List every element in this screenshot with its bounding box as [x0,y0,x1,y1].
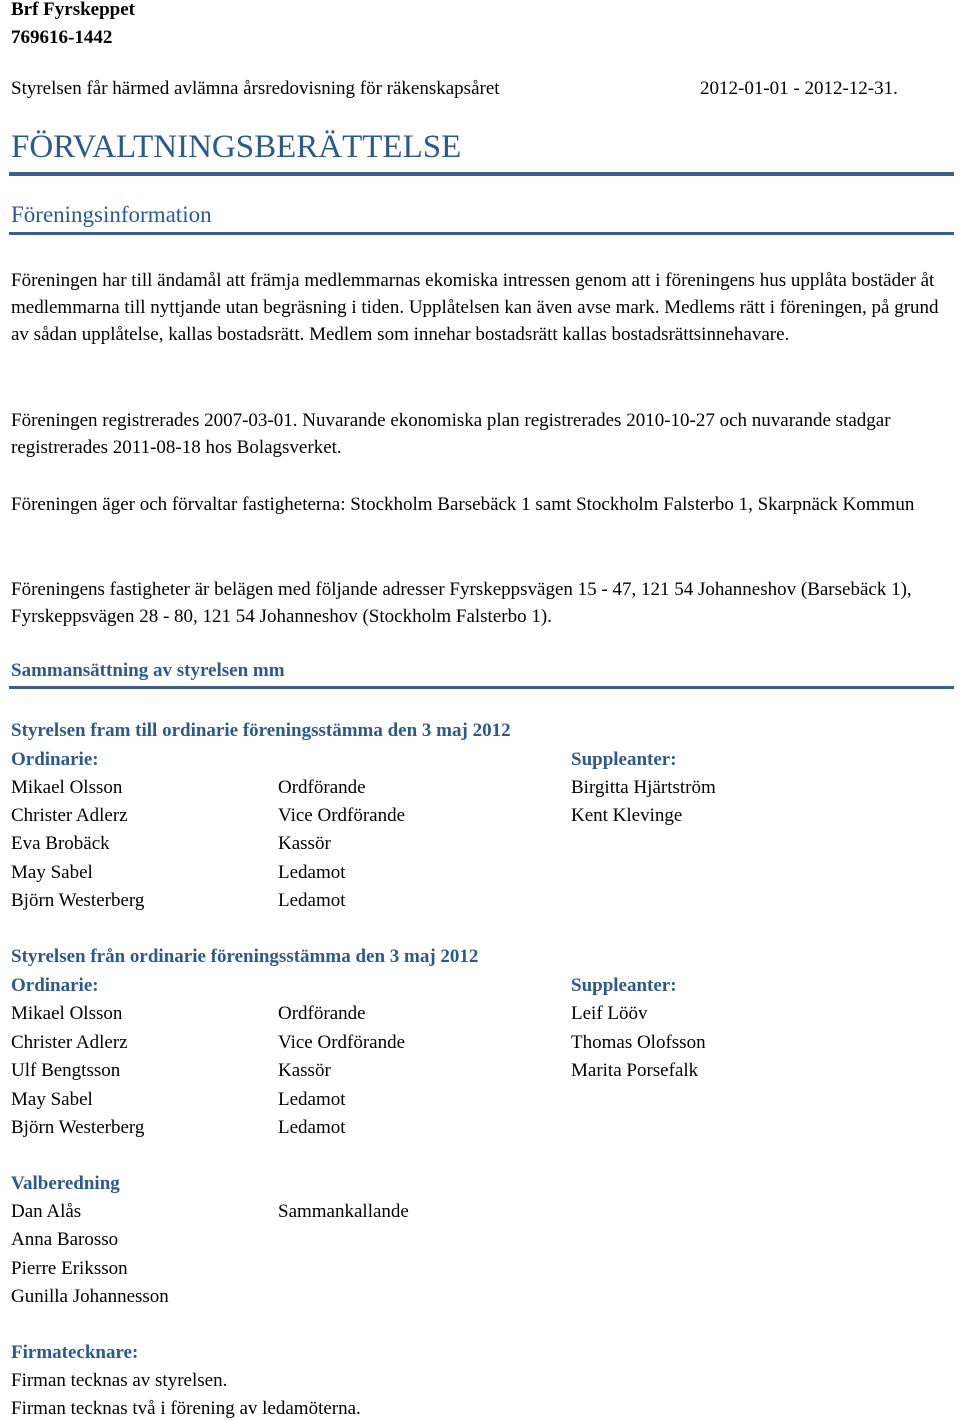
member-name: Dan Alås [11,1201,82,1222]
board-row [11,834,953,862]
member-role: Kassör [278,833,331,854]
deputy-name: Birgitta Hjärtström [571,777,716,798]
member-name: Björn Westerberg [11,1117,145,1138]
info-paragraph-4: Föreningens fastigheter är belägen med följande adresser Fyrskeppsvägen 15 - 47, 121 54 Johanneshov (Barsebäck 1), Fyrskeppsvägen 28 - 80, 121 54 Johanneshov (Stockholm Falsterbo 1). [11,579,912,627]
signatories-title: Firmatecknare: [11,1342,139,1363]
signatories-line: Firman tecknas av styrelsen. [11,1370,228,1391]
member-role: Ledamot [278,862,346,883]
board-before-title: Styrelsen fram till ordinarie föreningsstämma den 3 maj 2012 [11,720,511,741]
member-name: Christer Adlerz [11,1032,128,1053]
board-row [11,1118,953,1146]
member-role: Vice Ordförande [278,1032,406,1053]
info-paragraph-3: Föreningen äger och förvaltar fastigheterna: Stockholm Barsebäck 1 samt Stockholm Falsterbo 1, Skarpnäck Kommun [11,494,915,515]
member-name: Björn Westerberg [11,890,145,911]
deputy-name: Leif Lööv [571,1003,648,1024]
board-before-header [11,750,953,778]
member-name: Mikael Olsson [11,1003,123,1024]
member-name: Gunilla Johannesson [11,1286,169,1307]
deputy-label: Suppleanter: [571,975,677,996]
nomination-row [11,1287,953,1315]
board-row [11,778,953,806]
info-paragraph-2: Föreningen registrerades 2007-03-01. Nuvarande ekonomiska plan registrerades 2010-10-27 och nuvarande stadgar registrerades 2011-08-18 hos Bolagsverket. [11,410,891,458]
main-title-rule [9,172,954,176]
member-name: Eva Brobäck [11,833,110,854]
member-name: Anna Barosso [11,1229,119,1250]
member-role: Kassör [278,1060,331,1081]
main-title: FÖRVALTNINGSBERÄTTELSE [11,129,462,165]
member-role: Ordförande [278,777,366,798]
section-rule-info [9,232,954,235]
org-name: Brf Fyrskeppet [11,0,136,20]
member-name: Christer Adlerz [11,805,128,826]
org-number: 769616-1442 [11,27,113,48]
deputy-name: Thomas Olofsson [571,1032,706,1053]
member-role: Ledamot [278,1117,346,1138]
board-row [11,1090,953,1118]
member-role: Sammankallande [278,1201,409,1222]
member-role: Vice Ordförande [278,805,406,826]
nomination-row [11,1230,953,1258]
ordinary-label: Ordinarie: [11,975,99,996]
deputy-name: Kent Klevinge [571,805,683,826]
member-name: May Sabel [11,862,93,883]
board-after-header [11,976,953,1004]
nomination-row [11,1202,953,1230]
section-title-info: Föreningsinformation [11,202,212,227]
board-row [11,1004,953,1032]
deputy-label: Suppleanter: [571,749,677,770]
nomination-title: Valberedning [11,1173,120,1194]
info-paragraph-1: Föreningen har till ändamål att främja medlemmarnas ekomiska intressen genom att i föreningens hus upplåta bostäder åt medlemmarna till nyttjande utan begräsning i tiden. Upplåtelsen kan även avse mark. Medlems rätt i föreningen, på grund av sådan upplåtelse, kallas bostadsrätt. Medlem som innehar bostadsrätt kallas bostadsrättsinnehavare. [11,270,939,345]
board-row [11,863,953,891]
intro-text: Styrelsen får härmed avlämna årsredovisning för räkenskapsåret [11,78,500,99]
fiscal-period: 2012-01-01 - 2012-12-31. [700,78,898,99]
member-name: Mikael Olsson [11,777,123,798]
member-name: May Sabel [11,1089,93,1110]
nomination-row [11,1259,953,1287]
section-rule-board [9,686,954,689]
signatories-line: Firman tecknas två i förening av ledamöterna. [11,1398,361,1419]
board-row [11,1061,953,1089]
board-row [11,806,953,834]
section-title-board: Sammansättning av styrelsen mm [11,660,285,681]
member-role: Ordförande [278,1003,366,1024]
board-after-title: Styrelsen från ordinarie föreningsstämma den 3 maj 2012 [11,946,479,967]
board-row [11,1033,953,1061]
member-role: Ledamot [278,890,346,911]
ordinary-label: Ordinarie: [11,749,99,770]
board-row [11,891,953,919]
member-name: Pierre Eriksson [11,1258,128,1279]
member-name: Ulf Bengtsson [11,1060,121,1081]
deputy-name: Marita Porsefalk [571,1060,699,1081]
member-role: Ledamot [278,1089,346,1110]
